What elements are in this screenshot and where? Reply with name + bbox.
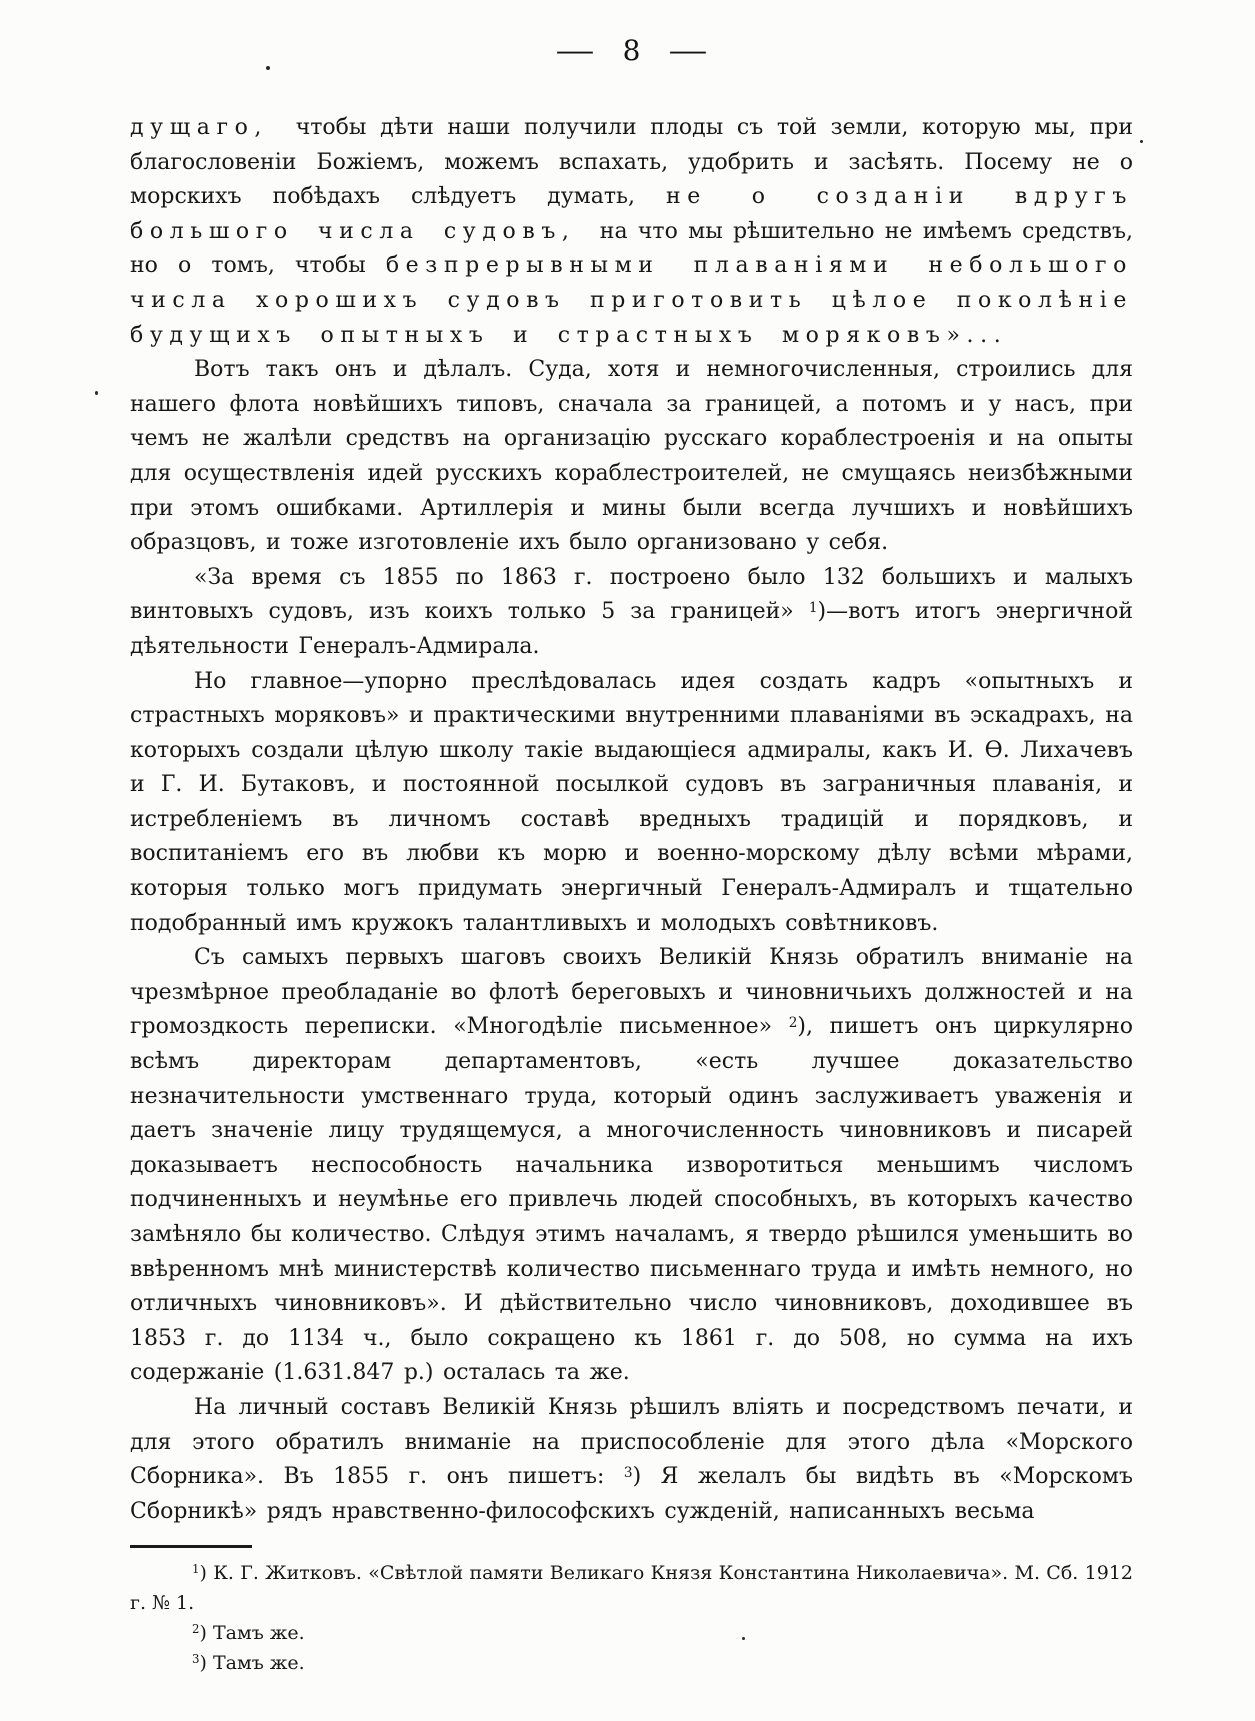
text-segment: ), пишетъ онъ циркулярно всѣмъ директорам департаментовъ, «есть лучшее доказательство незначительности умственнаго труда, который одинъ заслуживаетъ уваженія и даетъ значеніе лицу трудящемуся, а многочисленность чиновниковъ и писарей доказываетъ неспособность начальника изворотиться меньшимъ числомъ подчиненныхъ и неумѣнье его привлечь людей способныхъ, въ которыхъ качество замѣняло бы количество. Слѣдуя этимъ началамъ, я твердо рѣшился уменьшить во ввѣренномъ мнѣ министерствѣ количество письменнаго труда и имѣть немного, но отличныхъ чиновниковъ». И дѣйствительно число чиновниковъ, доходившее въ 1853 г. до 1134 ч., было сокращено къ 1861 г. до 508, но сумма на ихъ содержаніе (1.631.847 р.) осталась та же. bbox=[130, 1014, 1133, 1386]
footnote-ref: 1 bbox=[808, 600, 818, 617]
footnote-ref: 3 bbox=[192, 1652, 200, 1667]
footnote-item bbox=[130, 1618, 1133, 1648]
paragraph bbox=[130, 561, 1133, 665]
text-segment: не о созданіи вдругъ большого числа судовъ, bbox=[130, 184, 1133, 244]
text-segment: дущаго, bbox=[130, 115, 296, 140]
text-segment: ) К. Г. Житковъ. «Свѣтлой памяти Великаго Князя Константина Николаевича». М. Сб. 1912 г. № 1. bbox=[130, 1562, 1133, 1615]
text-segment: ) Тамъ же. bbox=[199, 1652, 305, 1675]
text-segment: Но главное—упорно преслѣдовалась идея создать кадръ «опытныхъ и страстныхъ моряковъ» и практическими внутренними плаваніями въ эскадрахъ, на которыхъ создали цѣлую школу такіе выдающіеся адмиралы, какъ И. Ѳ. Лихачевъ и Г. И. Бутаковъ, и постоянной посылкой судовъ въ заграничныя плаванія, и истребленіемъ въ личномъ составѣ вредныхъ традицій и порядковъ, и воспитаніемъ его въ любви къ морю и военно-морскому дѣлу всѣми мѣрами, которыя только могъ придумать энергичный Генералъ-Адмиралъ и тщательно подобранный имъ кружокъ талантливыхъ и молодыхъ совѣтниковъ. bbox=[130, 668, 1133, 936]
footnote-ref: 2 bbox=[788, 1015, 798, 1032]
text-segment: Вотъ такъ онъ и дѣлалъ. Суда, хотя и немногочисленныя, строились для нашего флота новѣйшихъ типовъ, сначала за границей, а потомъ и у насъ, при чемъ не жалѣли средствъ на организацію русскаго кораблестроенія и на опыты для осуществленія идей русскихъ кораблестроителей, не смущаясь неизбѣжными при этомъ ошибками. Артиллерія и мины были всегда лучшихъ и новѣйшихъ образцовъ, и тоже изготовленіе ихъ было организовано у себя. bbox=[130, 357, 1133, 556]
footnote-item bbox=[130, 1648, 1133, 1678]
text-segment: чтобы дѣти наши получили плоды съ той земли, которую мы, при благословеніи Божіемъ, можемъ вспахать, удобрить и засѣять. Посему не о морскихъ побѣдахъ слѣдуетъ думать, bbox=[130, 115, 1133, 210]
scan-speck bbox=[1140, 140, 1143, 143]
footnote-ref: 3 bbox=[623, 1465, 633, 1482]
text-segment: Съ самыхъ первыхъ шаговъ своихъ Великій Князь обратилъ вниманіе на чрезмѣрное преобладаніе во флотѣ береговыхъ и чиновничьихъ должностей и на громоздкость переписки. «Многодѣліе письменное» bbox=[130, 945, 1133, 1040]
paragraph bbox=[130, 941, 1133, 1391]
header-dash-right: — bbox=[668, 34, 709, 67]
text-segment: безпрерывными плаваніями небольшого числа хорошихъ судовъ приготовить цѣлое поколѣніе будущихъ опытныхъ и страстныхъ моряковъ»... bbox=[130, 253, 1133, 348]
paragraph bbox=[130, 111, 1133, 353]
footnote-ref: 2 bbox=[192, 1622, 200, 1637]
text-segment: ) Я желалъ бы видѣть въ «Морскомъ Сборникѣ» рядъ нравственно-философскихъ сужденій, написанныхъ весьма bbox=[130, 1464, 1133, 1524]
footnote-item bbox=[130, 1558, 1133, 1618]
paragraph bbox=[130, 1391, 1133, 1529]
paragraph bbox=[130, 665, 1133, 942]
text-segment: «За время съ 1855 по 1863 г. построено было 132 большихъ и малыхъ винтовыхъ судовъ, изъ коихъ только 5 за границей» bbox=[130, 564, 1133, 625]
text-segment: на что мы рѣшительно не имѣемъ средствъ, но о томъ, чтобы bbox=[130, 218, 1134, 279]
text-segment: На личный составъ Великій Князь рѣшилъ вліять и посредствомъ печати, и для этого обратилъ вниманіе на приспособленіе для этого дѣла «Морского Сборника». Въ 1855 г. онъ пишетъ: bbox=[130, 1394, 1133, 1490]
text-segment: ) Тамъ же. bbox=[199, 1622, 305, 1645]
footnote-separator bbox=[130, 1545, 252, 1548]
page-header bbox=[130, 34, 1133, 67]
paragraph bbox=[130, 353, 1133, 561]
header-dash-left: — bbox=[554, 34, 595, 67]
page-number: 8 bbox=[622, 34, 641, 67]
scan-speck bbox=[266, 66, 270, 70]
footnote-ref: 1 bbox=[192, 1562, 200, 1577]
scan-speck bbox=[742, 1637, 745, 1640]
body-text bbox=[130, 111, 1133, 1529]
text-segment: )—вотъ итогъ энергичной дѣятельности Генералъ-Адмирала. bbox=[130, 599, 1133, 659]
scan-speck bbox=[95, 391, 98, 395]
footnotes bbox=[130, 1558, 1133, 1678]
